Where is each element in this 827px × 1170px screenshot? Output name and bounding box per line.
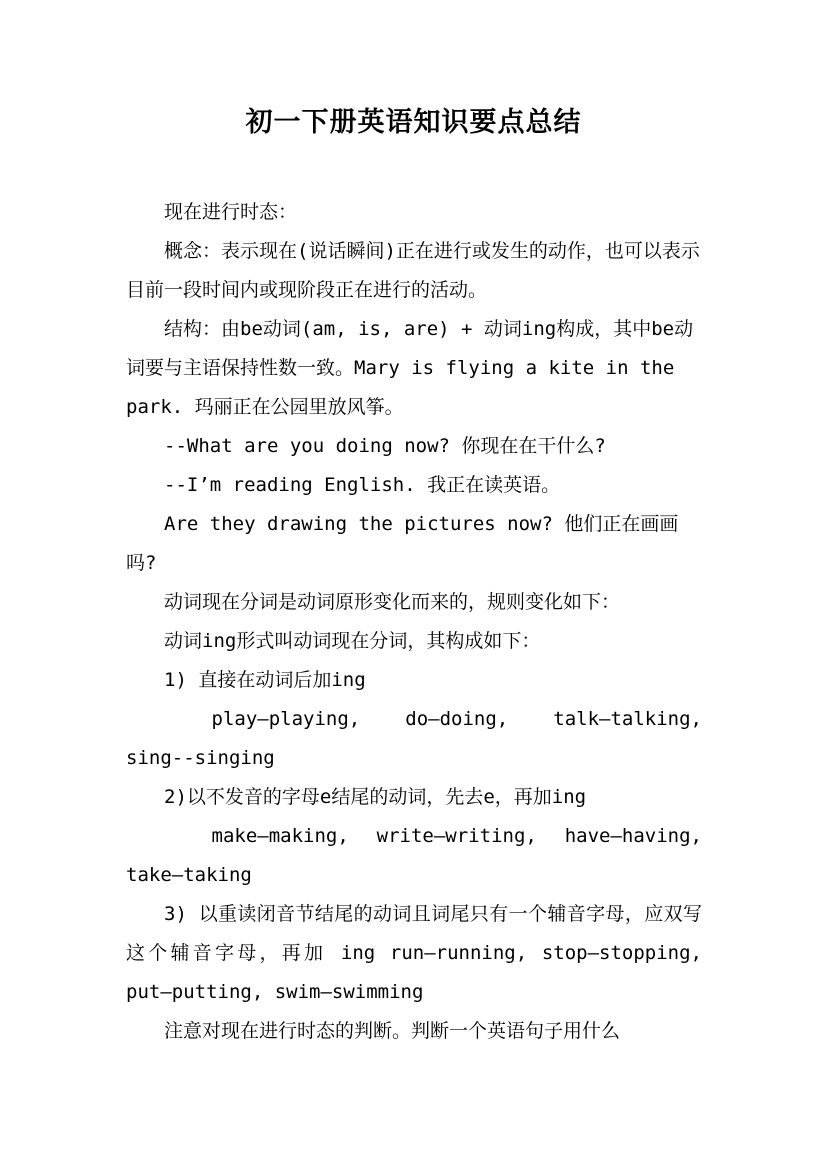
- paragraph-rule-2-examples: make—making, write—writing, have—having, take—taking: [126, 825, 702, 886]
- paragraph-rule-1: 1) 直接在动词后加ing: [164, 669, 366, 691]
- paragraph-concept: 概念：表示现在(说话瞬间)正在进行或发生的动作，也可以表示目前一段时间内或现阶段正在进行的活动。: [126, 240, 700, 301]
- paragraph-example-question: --What are you doing now? 你现在在干什么?: [164, 435, 606, 457]
- paragraph-participle-form: 动词ing形式叫动词现在分词，其构成如下：: [164, 630, 541, 652]
- document-title: 初一下册英语知识要点总结: [245, 107, 582, 138]
- paragraph-participle-rule: 动词现在分词是动词原形变化而来的，规则变化如下：: [164, 591, 621, 613]
- paragraph-rule-1-examples: play—playing, do—doing, talk—talking, sing--singing: [126, 708, 702, 769]
- paragraph-note: 注意对现在进行时态的判断。判断一个英语句子用什么: [164, 1020, 621, 1042]
- paragraph-example-answer: --I’m reading English. 我正在读英语。: [164, 474, 561, 496]
- paragraph-example-drawing: Are they drawing the pictures now? 他们正在画画吗?: [126, 513, 679, 574]
- paragraph-heading: 现在进行时态：: [164, 201, 298, 223]
- document-body: [126, 193, 702, 1051]
- paragraph-structure: 结构：由be动词(am, is, are) + 动词ing构成，其中be动词要与主语保持性数一致。Mary is flying a kite in the park. 玛丽正在公园里放风筝。: [126, 318, 694, 418]
- paragraph-rule-2: 2)以不发音的字母e结尾的动词，先去e，再加ing: [164, 786, 587, 808]
- paragraph-rule-3: 3) 以重读闭音节结尾的动词且词尾只有一个辅音字母，应双写这个辅音字母，再加 ing run—running, stop—stopping, put—putting, swim—swimming: [126, 903, 702, 1003]
